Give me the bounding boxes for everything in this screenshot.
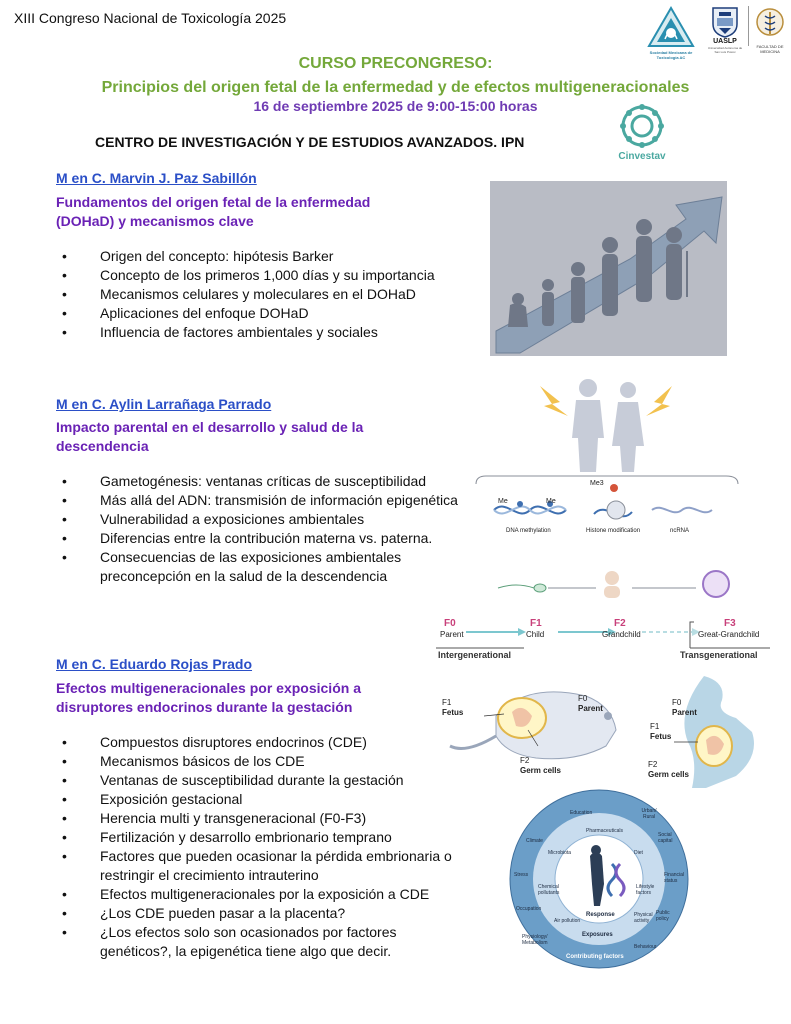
wheel-outer-label: Social capital	[658, 832, 673, 844]
human-f0-code: F0	[672, 698, 682, 707]
intergenerational-label: Intergenerational	[438, 650, 512, 660]
generation-f3-code: F3	[724, 618, 736, 629]
mouse-f1-label	[442, 698, 463, 718]
wheel-middle-label: Diet	[634, 850, 643, 856]
wheel-middle-label: Physical activity	[634, 912, 653, 924]
contributing-factors-wheel	[508, 788, 690, 970]
wheel-outer-label: Education	[570, 810, 593, 816]
smt-logo	[646, 6, 696, 60]
wheel-outer-label: Behaviour	[634, 944, 657, 950]
wheel-outer-label: Public policy	[656, 910, 670, 922]
wheel-outer-label: Financial status	[664, 872, 685, 884]
human-f0-sub: Parent	[672, 708, 697, 717]
uaslp-logo-text: UASLP	[713, 38, 737, 45]
mouse-f2-sub: Germ cells	[520, 766, 561, 775]
transgenerational-label: Transgenerational	[680, 650, 758, 660]
me-label: Me	[546, 498, 556, 505]
medicina-logo	[754, 4, 786, 56]
human-f2-code: F2	[648, 760, 658, 769]
congress-title: XIII Congreso Nacional de Toxicología 2025	[14, 10, 287, 26]
human-f1-sub: Fetus	[650, 732, 672, 741]
mouse-f1-code: F1	[442, 698, 452, 707]
uaslp-logo	[705, 4, 745, 54]
wheel-outer-label: Urban/ Rural	[641, 808, 657, 820]
talk-2-title-line: descendencia	[56, 438, 149, 454]
growth-arrow-illustration	[490, 181, 727, 356]
generation-f0-code: F0	[444, 618, 456, 629]
list-item: • Concepto de los primeros 1,000 días y su importancia	[60, 266, 470, 285]
speaker-3-name: M en C. Eduardo Rojas Prado	[56, 656, 253, 672]
medicina-logo-text: FACULTAD DE MEDICINA	[756, 44, 784, 54]
mouse-f0-code: F0	[578, 694, 588, 703]
talk-1-title	[56, 193, 370, 231]
generation-f2-name: Grandchild	[602, 630, 641, 639]
course-date: 16 de septiembre 2025 de 9:00-15:00 horas	[253, 98, 538, 114]
wheel-outer-label: Occupation	[516, 906, 542, 912]
uaslp-logo-subtext: Universidad Autónoma de San Luis Potosí	[707, 46, 743, 54]
wheel-middle-label: Lifestyle factors	[636, 884, 655, 896]
course-label: CURSO PRECONGRESO:	[298, 55, 493, 72]
list-item: • Aplicaciones del enfoque DOHaD	[60, 304, 470, 323]
list-item: • Gametogénesis: ventanas críticas de susceptibilidad	[60, 472, 468, 491]
me3-label: Me3	[590, 480, 604, 487]
generation-f1-code: F1	[530, 618, 542, 629]
logo-divider	[748, 6, 749, 46]
mouse-f1-sub: Fetus	[442, 708, 464, 717]
wheel-outer-label: Stress	[514, 872, 529, 878]
talk-1-title-line: (DOHaD) y mecanismos clave	[56, 213, 254, 229]
human-f1-label	[650, 722, 671, 742]
list-item: • Consecuencias de las exposiciones ambientales preconcepción en la salud de la descendencia	[60, 548, 468, 586]
wheel-middle-label: Air pollution	[554, 918, 581, 924]
cinvestav-logo	[618, 103, 666, 162]
human-f2-sub: Germ cells	[648, 770, 689, 779]
list-item: • Vulnerabilidad a exposiciones ambientales	[60, 510, 468, 529]
wheel-response-label: Response	[586, 912, 615, 918]
human-f1-code: F1	[650, 722, 660, 731]
wheel-middle-label: Pharmaceuticals	[586, 828, 623, 834]
smt-logo-icon	[646, 6, 696, 50]
wheel-outer-label: Physiology/ Metabolism	[522, 934, 548, 946]
mouse-f2-label	[520, 756, 561, 776]
speaker-2-name: M en C. Aylin Larrañaga Parrado	[56, 396, 272, 412]
list-item: • Factores que pueden ocasionar la pérdida embrionaria o restringir el crecimiento intrauterino	[60, 847, 470, 885]
venue-name: CENTRO DE INVESTIGACIÓN Y DE ESTUDIOS AVANZADOS. IPN	[95, 134, 525, 150]
generation-f2-code: F2	[614, 618, 626, 629]
epigenetic-inheritance-illustration	[436, 376, 772, 662]
smt-logo-text: Sociedad Mexicana de Toxicología AC	[649, 50, 693, 60]
list-item: • Fertilización y desarrollo embrionario temprano	[60, 828, 470, 847]
list-item: • ¿Los efectos solo son ocasionados por factores genéticos?, la epigenética tiene algo que decir.	[60, 923, 470, 961]
course-title: Principios del origen fetal de la enfermedad y de efectos multigeneracionales	[101, 79, 690, 96]
cinvestav-emblem-icon	[618, 103, 666, 149]
dna-methylation-label: DNA methylation	[506, 528, 551, 534]
talk-3-title-line: disruptores endocrinos durante la gestación	[56, 699, 353, 715]
ncrna-label: ncRNA	[670, 528, 690, 534]
talk-2-title	[56, 418, 363, 456]
epigenetic-inheritance-figure	[436, 376, 772, 662]
mouse-f0-sub: Parent	[578, 704, 603, 713]
list-item: • Mecanismos celulares y moleculares en el DOHaD	[60, 285, 470, 304]
list-item: • Efectos multigeneracionales por la exposición a CDE	[60, 885, 470, 904]
list-item: • Exposición gestacional	[60, 790, 470, 809]
wheel-middle-label: Chemical pollutants	[538, 884, 560, 896]
list-item: • Diferencias entre la contribución materna vs. paterna.	[60, 529, 468, 548]
growth-stages-figure	[490, 181, 727, 356]
topics-list-1	[60, 247, 470, 342]
generation-f1-name: Child	[526, 630, 545, 639]
speaker-1-name: M en C. Marvin J. Paz Sabillón	[56, 170, 257, 186]
medicina-emblem-icon	[754, 4, 786, 42]
wheel-contributing-label: Contributing factors	[566, 954, 624, 960]
list-item: • Compuestos disruptores endocrinos (CDE)	[60, 733, 470, 752]
topics-list-2	[60, 472, 468, 586]
human-f2-label	[648, 760, 689, 780]
talk-3-title-line: Efectos multigeneracionales por exposición a	[56, 680, 361, 696]
generation-f3-name: Great-Grandchild	[698, 630, 760, 639]
uaslp-shield-icon	[705, 4, 745, 38]
cinvestav-logo-text: Cinvestav	[618, 151, 666, 162]
mouse-f0-label	[578, 694, 603, 714]
histone-modification-label: Histone modification	[586, 528, 641, 534]
me-label: Me	[498, 498, 508, 505]
talk-1-title-line: Fundamentos del origen fetal de la enfermedad	[56, 194, 371, 210]
list-item: • Influencia de factores ambientales y sociales	[60, 323, 470, 342]
human-f0-label	[672, 698, 697, 718]
exposure-generations-figure	[436, 672, 776, 792]
topics-list-3	[60, 733, 470, 961]
list-item: • Herencia multi y transgeneracional (F0-F3)	[60, 809, 470, 828]
wheel-outer-label: Climate	[526, 838, 543, 844]
list-item: • Ventanas de susceptibilidad durante la gestación	[60, 771, 470, 790]
wheel-exposures-label: Exposures	[582, 932, 613, 938]
list-item: • ¿Los CDE pueden pasar a la placenta?	[60, 904, 470, 923]
talk-3-title	[56, 679, 361, 717]
mouse-f2-code: F2	[520, 756, 530, 765]
list-item: • Mecanismos básicos de los CDE	[60, 752, 470, 771]
talk-2-title-line: Impacto parental en el desarrollo y salud de la	[56, 419, 364, 435]
mouse-and-mother-illustration	[436, 672, 776, 792]
list-item: • Más allá del ADN: transmisión de información epigenética	[60, 491, 468, 510]
generation-f0-name: Parent	[440, 630, 464, 639]
list-item: • Origen del concepto: hipótesis Barker	[60, 247, 470, 266]
wheel-middle-label: Microbiota	[548, 850, 572, 856]
